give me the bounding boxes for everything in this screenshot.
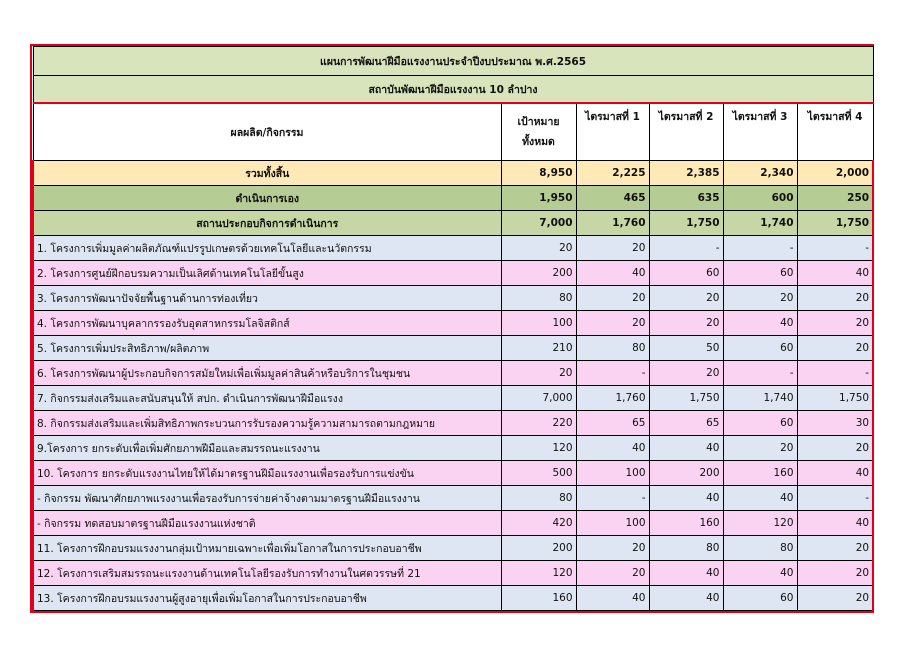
cell-q2: 2,385 [649, 161, 723, 186]
table-row [33, 336, 873, 361]
row-label: ดำเนินการเอง [33, 186, 501, 211]
plan-sheet [30, 44, 874, 613]
cell-q4: - [797, 361, 873, 386]
table-row [33, 436, 873, 461]
cell-q2: 40 [649, 436, 723, 461]
cell-q4: - [797, 486, 873, 511]
header-q3: ไตรมาสที่ 3 [723, 103, 797, 161]
cell-q1: 2,225 [576, 161, 649, 186]
table-row [33, 361, 873, 386]
cell-q2: 50 [649, 336, 723, 361]
cell-q3: 60 [723, 586, 797, 611]
cell-q1: 465 [576, 186, 649, 211]
cell-q1: 1,760 [576, 386, 649, 411]
table-row [33, 561, 873, 586]
cell-q3: 60 [723, 336, 797, 361]
title-row-1 [33, 47, 873, 76]
cell-q4: 1,750 [797, 211, 873, 236]
self-operated-row [33, 186, 873, 211]
cell-q1: 40 [576, 436, 649, 461]
cell-q4: 250 [797, 186, 873, 211]
header-activity: ผลผลิต/กิจกรรม [33, 103, 501, 161]
cell-q2: 40 [649, 561, 723, 586]
table-row [33, 586, 873, 611]
header-q1: ไตรมาสที่ 1 [576, 103, 649, 161]
plan-table [32, 46, 874, 611]
cell-total: 100 [501, 311, 576, 336]
cell-q4: 20 [797, 536, 873, 561]
table-row [33, 536, 873, 561]
cell-q2: 1,750 [649, 386, 723, 411]
cell-q2: 40 [649, 586, 723, 611]
cell-q2: 60 [649, 261, 723, 286]
cell-q2: 1,750 [649, 211, 723, 236]
table-row [33, 511, 873, 536]
row-label: 5. โครงการเพิ่มประสิทธิภาพ/ผลิตภาพ [33, 336, 501, 361]
cell-q2: 20 [649, 286, 723, 311]
cell-q4: 20 [797, 311, 873, 336]
row-label: สถานประกอบกิจการดำเนินการ [33, 211, 501, 236]
page-subtitle: สถาบันพัฒนาฝีมือแรงงาน 10 ลำปาง [33, 76, 873, 104]
cell-q3: 1,740 [723, 386, 797, 411]
cell-total: 80 [501, 486, 576, 511]
cell-total: 160 [501, 586, 576, 611]
cell-q1: 20 [576, 236, 649, 261]
cell-q4: 1,750 [797, 386, 873, 411]
cell-total: 200 [501, 261, 576, 286]
header-q2: ไตรมาสที่ 2 [649, 103, 723, 161]
cell-q1: 20 [576, 536, 649, 561]
cell-q2: - [649, 236, 723, 261]
cell-q1: - [576, 486, 649, 511]
header-target-line1: เป้าหมาย [517, 116, 560, 128]
row-label: 12. โครงการเสริมสมรรถนะแรงงานด้านเทคโนโลยีรองรับการทำงานในศตวรรษที่ 21 [33, 561, 501, 586]
cell-q2: 20 [649, 311, 723, 336]
cell-q1: 100 [576, 511, 649, 536]
cell-q3: 40 [723, 486, 797, 511]
row-label: 8. กิจกรรมส่งเสริมและเพิ่มสิทธิภาพกระบวนการรับรองความรู้ความสามารถตามกฎหมาย [33, 411, 501, 436]
cell-q4: 40 [797, 461, 873, 486]
cell-q2: 40 [649, 486, 723, 511]
row-label: 7. กิจกรรมส่งเสริมและสนับสนุนให้ สปก. ดำเนินการพัฒนาฝีมือแรงง [33, 386, 501, 411]
cell-q3: 60 [723, 411, 797, 436]
row-label: 1. โครงการเพิ่มมูลค่าผลิตภัณฑ์แปรรูปเกษตรด้วยเทคโนโลยีและนวัตกรรม [33, 236, 501, 261]
table-row [33, 261, 873, 286]
table-row [33, 461, 873, 486]
cell-total: 20 [501, 236, 576, 261]
cell-total: 120 [501, 561, 576, 586]
cell-total: 20 [501, 361, 576, 386]
cell-q3: - [723, 361, 797, 386]
row-label: 4. โครงการพัฒนาบุคลากรรองรับอุตสาหกรรมโลจิสติกส์ [33, 311, 501, 336]
cell-q3: 60 [723, 261, 797, 286]
cell-q4: 40 [797, 261, 873, 286]
table-row [33, 486, 873, 511]
table-row [33, 286, 873, 311]
row-label: 11. โครงการฝึกอบรมแรงงานกลุ่มเป้าหมายเฉพาะเพื่อเพิ่มโอกาสในการประกอบอาชีพ [33, 536, 501, 561]
cell-total: 7,000 [501, 386, 576, 411]
cell-total: 80 [501, 286, 576, 311]
cell-q4: 40 [797, 511, 873, 536]
cell-total: 500 [501, 461, 576, 486]
establishment-row [33, 211, 873, 236]
row-label: 3. โครงการพัฒนาปัจจัยพื้นฐานด้านการท่องเที่ยว [33, 286, 501, 311]
cell-total: 7,000 [501, 211, 576, 236]
row-label: - กิจกรรม พัฒนาศักยภาพแรงงานเพื่อรองรับการจ่ายค่าจ้างตามมาตรฐานฝีมือแรงงาน [33, 486, 501, 511]
cell-q3: 40 [723, 561, 797, 586]
cell-total: 200 [501, 536, 576, 561]
cell-total: 1,950 [501, 186, 576, 211]
cell-q3: - [723, 236, 797, 261]
cell-q3: 600 [723, 186, 797, 211]
cell-q1: 100 [576, 461, 649, 486]
column-header-row [33, 103, 873, 161]
cell-q1: 20 [576, 561, 649, 586]
cell-q2: 160 [649, 511, 723, 536]
header-target [501, 103, 576, 161]
cell-q1: 65 [576, 411, 649, 436]
cell-q1: - [576, 361, 649, 386]
cell-total: 220 [501, 411, 576, 436]
cell-q1: 80 [576, 336, 649, 361]
cell-q4: 20 [797, 561, 873, 586]
cell-q3: 20 [723, 286, 797, 311]
cell-q2: 635 [649, 186, 723, 211]
cell-q4: 30 [797, 411, 873, 436]
title-row-2 [33, 76, 873, 104]
cell-q2: 200 [649, 461, 723, 486]
cell-q2: 65 [649, 411, 723, 436]
cell-q3: 80 [723, 536, 797, 561]
grand-total-row [33, 161, 873, 186]
cell-q3: 120 [723, 511, 797, 536]
cell-q1: 20 [576, 286, 649, 311]
cell-q4: 20 [797, 586, 873, 611]
table-row [33, 386, 873, 411]
header-q4: ไตรมาสที่ 4 [797, 103, 873, 161]
row-label: 13. โครงการฝึกอบรมแรงงานผู้สูงอายุเพื่อเพิ่มโอกาสในการประกอบอาชีพ [33, 586, 501, 611]
cell-q4: - [797, 236, 873, 261]
row-label: 6. โครงการพัฒนาผู้ประกอบกิจการสมัยใหม่เพื่อเพิ่มมูลค่าสินค้าหรือบริการในชุมชน [33, 361, 501, 386]
row-label: - กิจกรรม ทดสอบมาตรฐานฝีมือแรงงานแห่งชาติ [33, 511, 501, 536]
cell-q3: 2,340 [723, 161, 797, 186]
table-row [33, 311, 873, 336]
table-row [33, 236, 873, 261]
cell-q1: 1,760 [576, 211, 649, 236]
cell-q2: 20 [649, 361, 723, 386]
cell-total: 210 [501, 336, 576, 361]
cell-total: 8,950 [501, 161, 576, 186]
cell-q1: 40 [576, 261, 649, 286]
cell-q4: 20 [797, 286, 873, 311]
cell-q4: 2,000 [797, 161, 873, 186]
cell-q2: 80 [649, 536, 723, 561]
cell-q3: 1,740 [723, 211, 797, 236]
cell-q4: 20 [797, 436, 873, 461]
page-title: แผนการพัฒนาฝีมือแรงงานประจำปีงบประมาณ พ.ศ.2565 [33, 47, 873, 76]
cell-q1: 20 [576, 311, 649, 336]
header-target-line2: ทั้งหมด [522, 136, 555, 148]
row-label: 9.โครงการ ยกระดับเพื่อเพิ่มศักยภาพฝีมือและสมรรถนะแรงงาน [33, 436, 501, 461]
row-label: 2. โครงการศูนย์ฝึกอบรมความเป็นเลิศด้านเทคโนโลยีขั้นสูง [33, 261, 501, 286]
cell-total: 420 [501, 511, 576, 536]
row-label: รวมทั้งสิ้น [33, 161, 501, 186]
cell-q1: 40 [576, 586, 649, 611]
table-row [33, 411, 873, 436]
cell-q4: 20 [797, 336, 873, 361]
cell-q3: 160 [723, 461, 797, 486]
cell-q3: 40 [723, 311, 797, 336]
row-label: 10. โครงการ ยกระดับแรงงานไทยให้ได้มาตรฐานฝีมือแรงงานเพื่อรองรับการแข่งขัน [33, 461, 501, 486]
cell-total: 120 [501, 436, 576, 461]
cell-q3: 20 [723, 436, 797, 461]
